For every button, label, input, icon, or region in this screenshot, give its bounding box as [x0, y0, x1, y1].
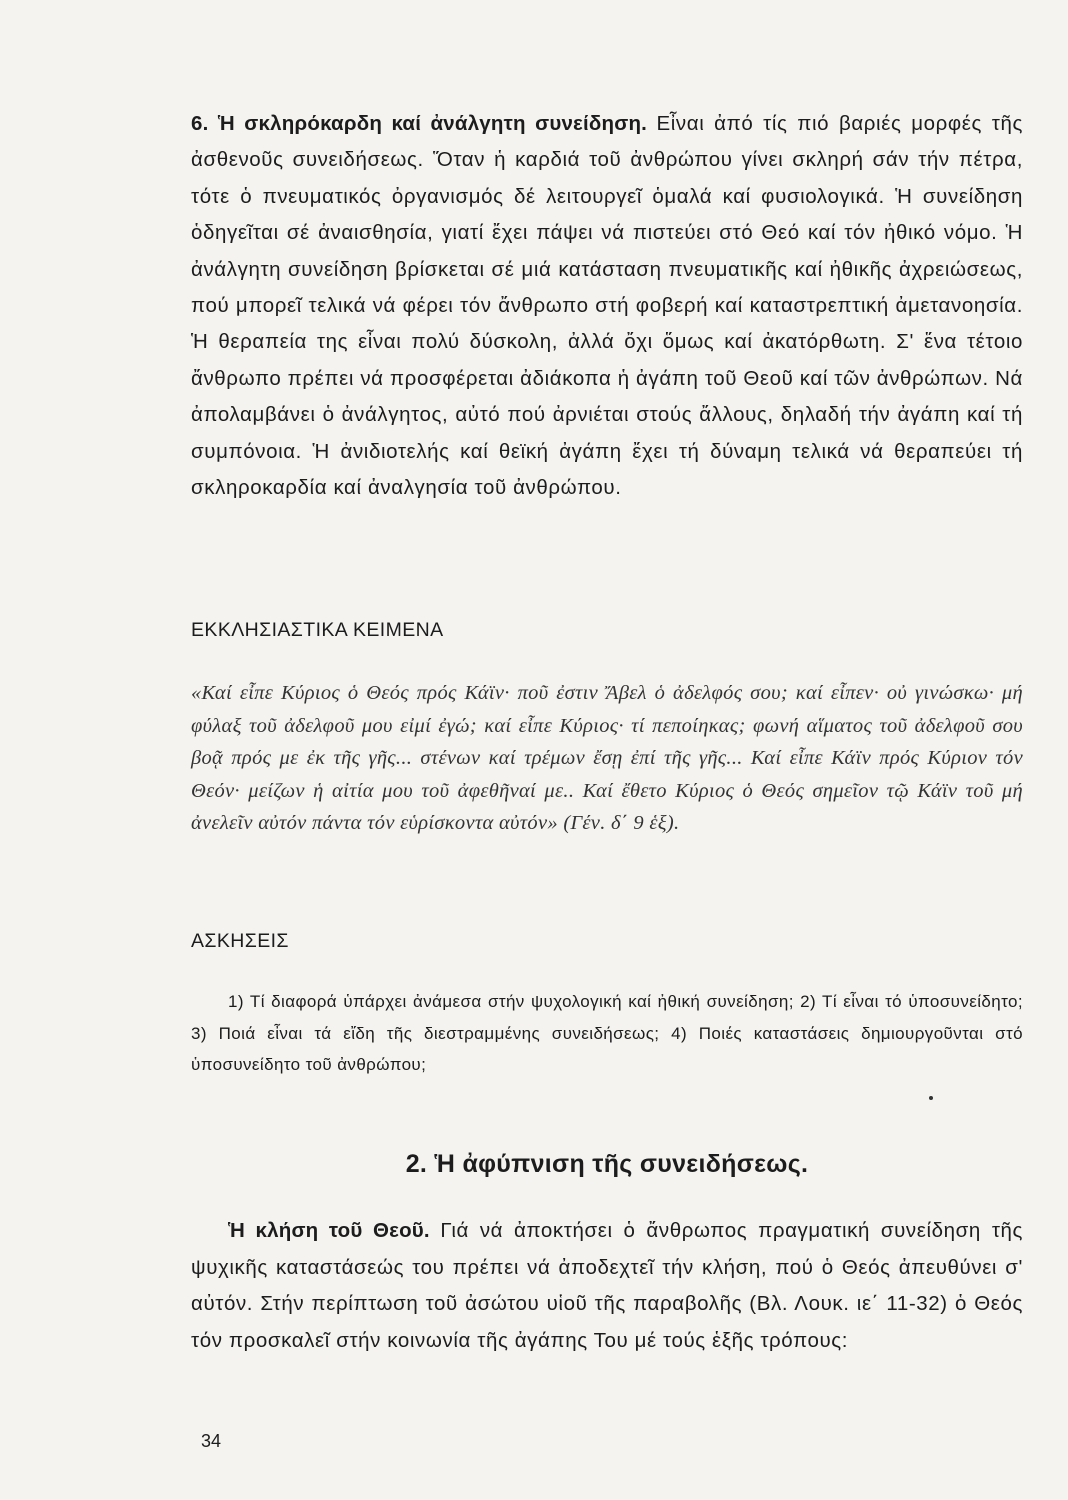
paragraph-hardhearted-conscience: [191, 106, 1023, 506]
print-speck: [929, 1096, 933, 1100]
paragraph-body: Εἶναι ἀπό τίς πιό βαριές μορφές τῆς ἀσθενοῦς συνειδήσεως. Ὅταν ἡ καρδιά τοῦ ἀνθρώπου γίνει σκληρή σάν τήν πέτρα, τότε ὁ πνευματικός ὀργανισμός δέ λειτουργεῖ ὁμαλά καί φυσιολογικά. Ἡ συνείδηση ὁδηγεῖται σέ ἀναισθησία, γιατί ἔχει πάψει νά πιστεύει στό Θεό καί τόν ἠθικό νόμο. Ἡ ἀνάλγητη συνείδηση βρίσκεται σέ μιά κατάσταση πνευματικῆς καί ἠθικῆς ἀχρειώσεως, πού μπορεῖ τελικά νά φέρει τόν ἄνθρωπο στή φοβερή καί καταστρεπτική ἀμετανοησία. Ἡ θεραπεία της εἶναι πολύ δύσκολη, ἀλλά ὄχι ὅμως καί ἀκατόρθωτη. Σ' ἕνα τέτοιο ἄνθρωπο πρέπει νά προσφέρεται ἀδιάκοπα ἡ ἀγάπη τοῦ Θεοῦ καί τῶν ἀνθρώπων. Νά ἀπολαμβάνει ὁ ἀνάλγητος, αὐτό πού ἀρνιέται στούς ἄλλους, δηλαδή τήν ἀγάπη καί τή συμπόνοια. Ἡ ἀνιδιοτελής καί θεϊκή ἀγάπη ἔχει τή δύναμη τελικά νά θεραπεύει τή σκληροκαρδία καί ἀναλγησία τοῦ ἀνθρώπου.: [191, 112, 1023, 500]
page-number: 34: [201, 1431, 222, 1451]
section-heading-exercises: ΑΣΚΗΣΕΙΣ: [191, 930, 289, 952]
section-heading-ecclesiastical-texts: ΕΚΚΛΗΣΙΑΣΤΙΚΑ ΚΕΙΜΕΝΑ: [191, 619, 444, 641]
paragraph-body: Γιά νά ἀποκτήσει ὁ ἄνθρωπος πραγματική συνείδηση τῆς ψυχικῆς καταστάσεώς του πρέπει νά ἀποδεχτεῖ τήν κλήση, πού ὁ Θεός ἀπευθύνει σ' αὐτόν. Στήν περίπτωση τοῦ ἀσώτου υἱοῦ τῆς παραβολῆς (Βλ. Λουκ. ιε΄ 11-32) ὁ Θεός τόν προσκαλεῖ στήν κοινωνία τῆς ἀγάπης Του μέ τούς ἑξῆς τρόπους:: [191, 1219, 1024, 1352]
paragraph-lead: 6. Ἡ σκληρόκαρδη καί ἀνάλγητη συνείδηση.: [191, 112, 657, 135]
scripture-quote: «Καί εἶπε Κύριος ὁ Θεός πρός Κάϊν· ποῦ ἐστιν Ἄβελ ὁ ἀδελφός σου; καί εἶπεν· οὐ γινώσκω· μή φύλαξ τοῦ ἀδελφοῦ μου εἰμί ἐγώ; καί εἶπε Κύριος· τί πεποίηκας; φωνή αἵματος τοῦ ἀδελφοῦ σου βοᾷ πρός με ἐκ τῆς γῆς... στένων καί τρέμων ἔσῃ ἐπί τῆς γῆς... Καί εἶπε Κάϊν πρός Κύριον τόν Θεόν· μείζων ἡ αἰτία μου τοῦ ἀφεθῆναί με.. Καί ἔθετο Κύριος ὁ Θεός σημεῖον τῷ Κάϊν τοῦ μή ἀνελεῖν αὐτόν πάντα τόν εὑρίσκοντα αὐτόν» (Γέν. δ΄ 9 ἑξ).: [191, 682, 1023, 834]
exercises-list: 1) Τί διαφορά ὑπάρχει ἀνάμεσα στήν ψυχολογική καί ἠθική συνείδηση; 2) Τί εἶναι τό ὑποσυνείδητο; 3) Ποιά εἶναι τά εἴδη τῆς διεστραμμένης συνειδήσεως; 4) Ποιές καταστάσεις δημιουργοῦνται στό ὑποσυνείδητο τοῦ ἀνθρώπου;: [191, 992, 1023, 1074]
paragraph-gods-calling: [191, 1213, 1023, 1359]
paragraph-lead: Ἡ κλήση τοῦ Θεοῦ.: [228, 1219, 441, 1242]
chapter-title: 2. Ἡ ἀφύπνιση τῆς συνειδήσεως.: [405, 1150, 809, 1178]
